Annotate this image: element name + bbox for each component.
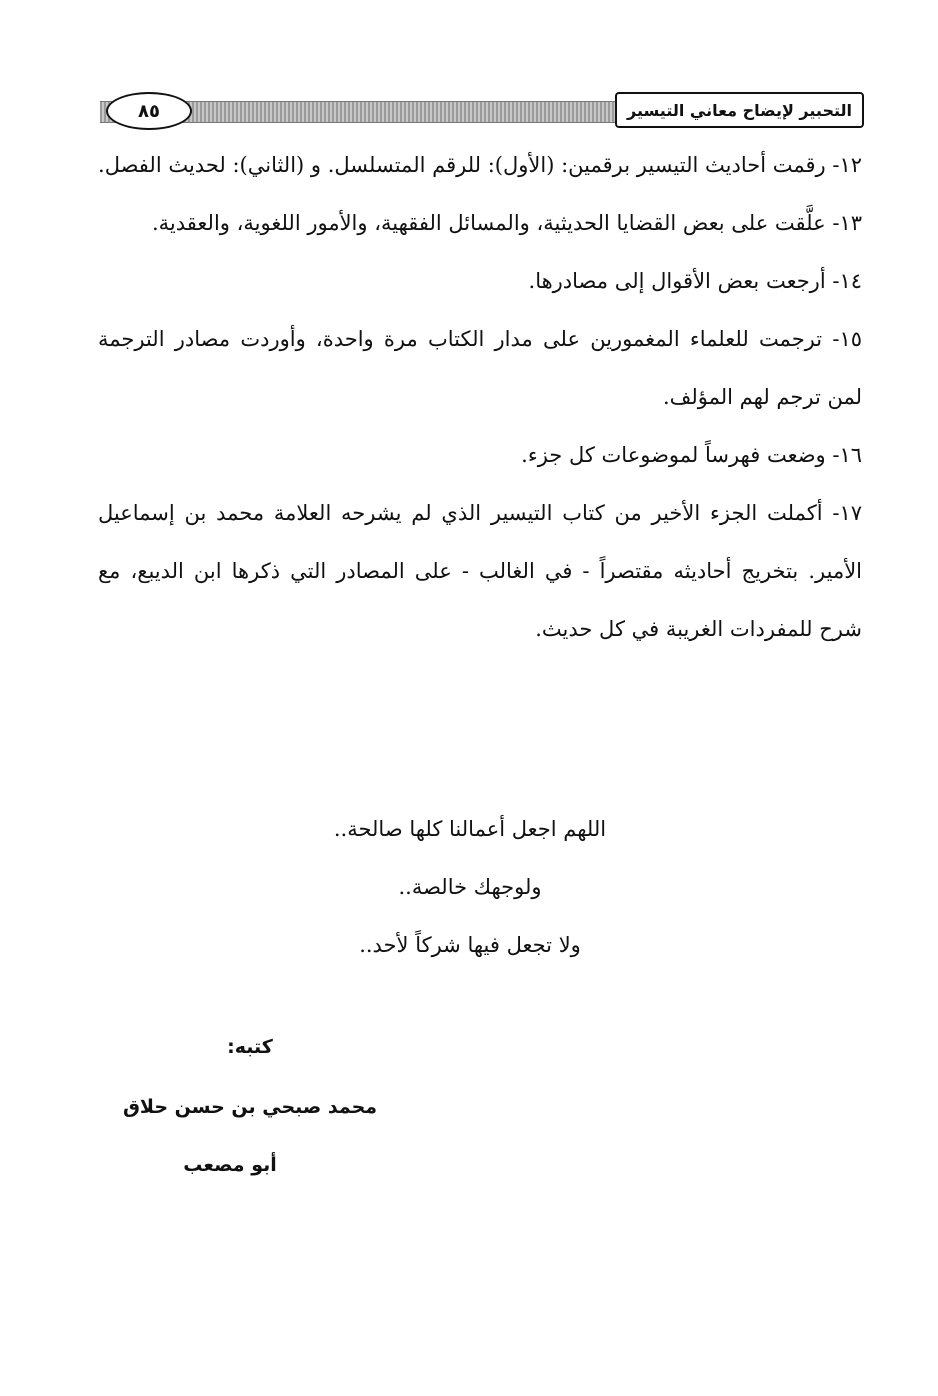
prayer-line-3: ولا تجعل فيها شركاً لأحد.. — [359, 933, 581, 957]
signature-label: كتبه: — [227, 1036, 273, 1058]
prayer-line-2: ولوجهك خالصة.. — [398, 875, 542, 899]
paragraph-16: ١٦- وضعت فهرساً لموضوعات كل جزء. — [521, 443, 862, 467]
paragraph-17: ١٧- أكملت الجزء الأخير من كتاب التيسير الذي لم يشرحه العلامة محمد بن إسماعيل الأمير. بتخريج أحاديثه مقتصراً - في الغالب - على المصادر التي ذكرها ابن الديبع، مع شرح للمفردات الغريبة في كل حديث. — [98, 501, 862, 641]
page-number: ٨٥ — [106, 92, 192, 130]
author-kunya: أبو مصعب — [183, 1154, 277, 1176]
paragraph-13: ١٣- علَّقت على بعض القضايا الحديثية، والمسائل الفقهية، والأمور اللغوية، والعقدية. — [152, 211, 862, 235]
author-name: محمد صبحي بن حسن حلاق — [122, 1096, 378, 1118]
main-text — [98, 136, 862, 658]
paragraph-15: ١٥- ترجمت للعلماء المغمورين على مدار الكتاب مرة واحدة، وأوردت مصادر الترجمة لمن ترجم لهم المؤلف. — [98, 327, 862, 409]
paragraph-14: ١٤- أرجعت بعض الأقوال إلى مصادرها. — [528, 269, 862, 293]
page-header — [100, 92, 864, 130]
book-title: التحبير لإيضاح معاني التيسير — [615, 92, 864, 128]
paragraph-12: ١٢- رقمت أحاديث التيسير برقمين: (الأول): للرقم المتسلسل. و (الثاني): لحديث الفصل. — [98, 153, 862, 177]
prayer-line-1: اللهم اجعل أعمالنا كلها صالحة.. — [333, 817, 607, 841]
